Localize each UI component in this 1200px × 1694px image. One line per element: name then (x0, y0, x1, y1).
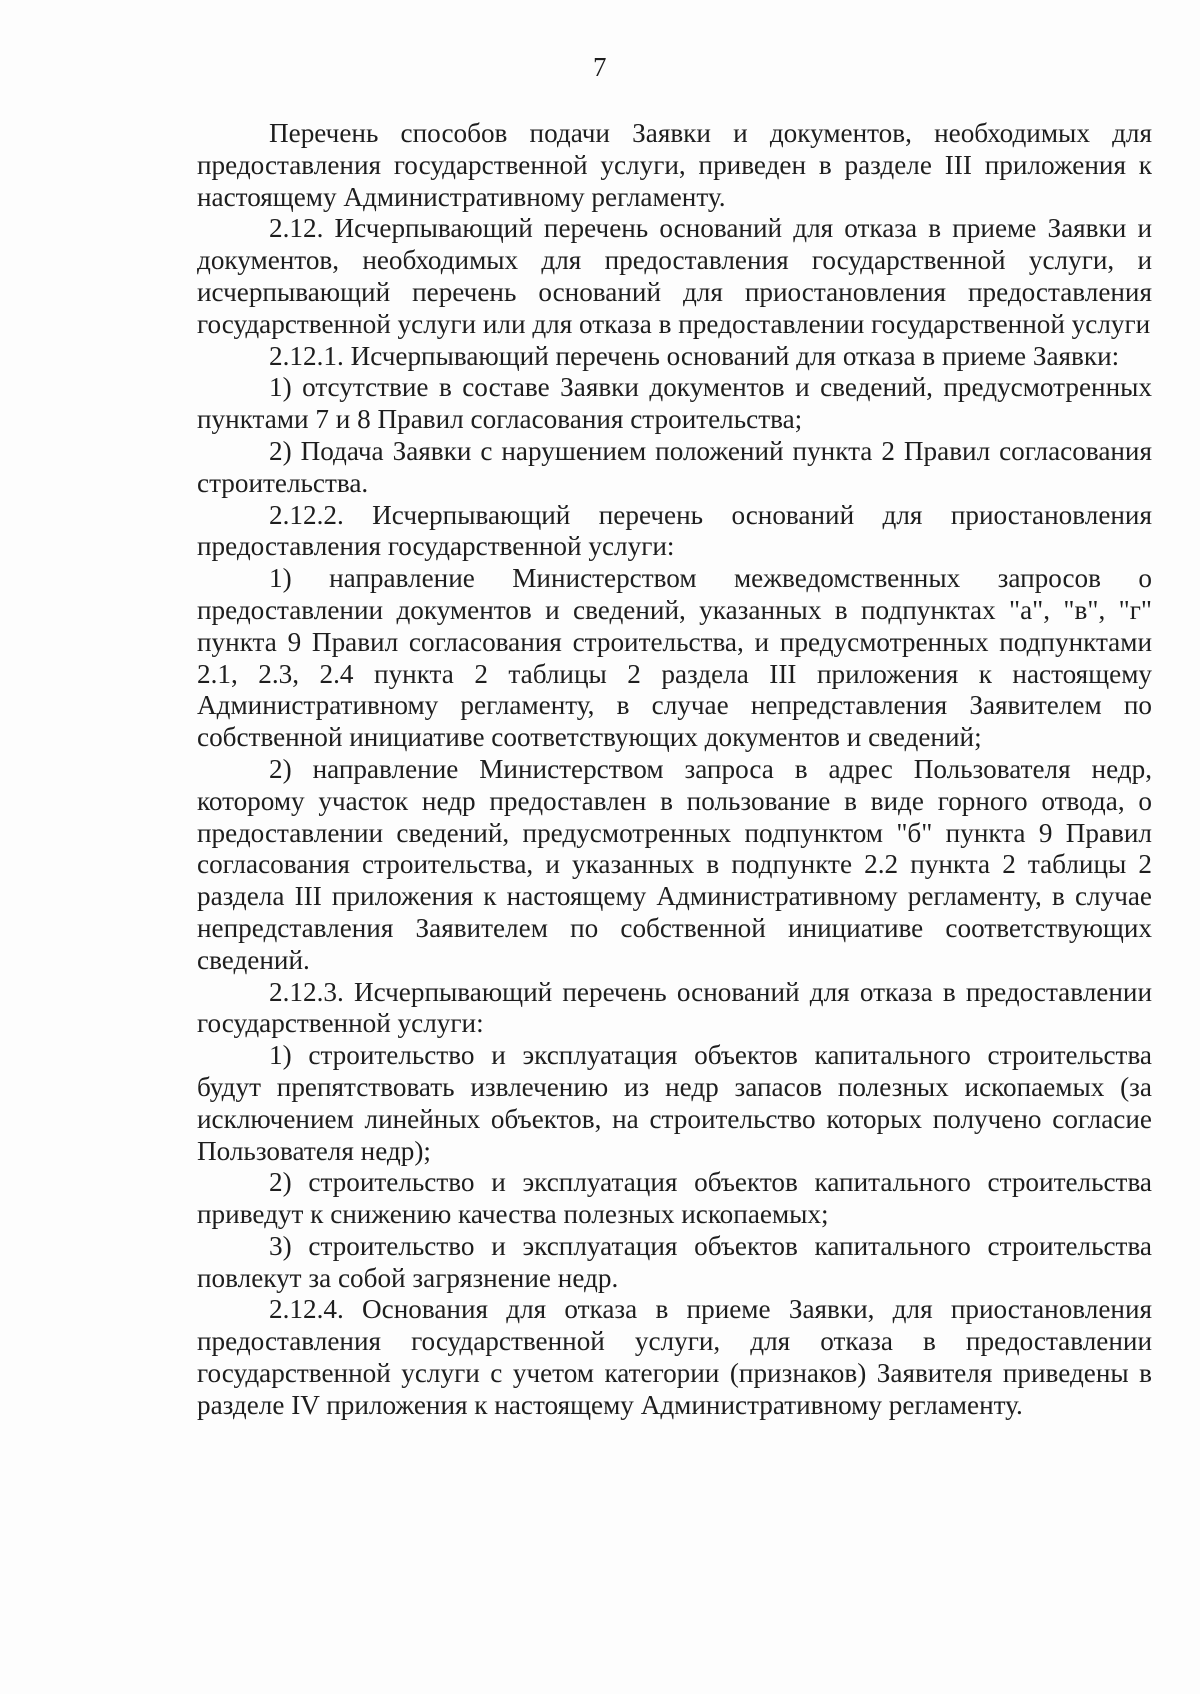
section-heading-2-12-2: 2.12.2. Исчерпывающий перечень оснований для приостановления предоставления государственной услуги: (197, 499, 1152, 562)
paragraph-submission-methods: Перечень способов подачи Заявки и документов, необходимых для предоставления государственной услуги, приведен в разделе III приложения к настоящему Административному регламенту. (197, 118, 1152, 212)
document-body (197, 118, 1152, 1422)
list-item-refusal-1: 1) отсутствие в составе Заявки документов и сведений, предусмотренных пунктами 7 и 8 Правил согласования строительства; (197, 372, 1152, 435)
section-heading-2-12-4: 2.12.4. Основания для отказа в приеме Заявки, для приостановления предоставления государственной услуги, для отказа в предоставлении государственной услуги с учетом категории (признаков) Заявителя приведены в разделе IV приложения к настоящему Административному регламенту. (197, 1294, 1152, 1420)
list-item-denial-3: 3) строительство и эксплуатация объектов капитального строительства повлекут за собой загрязнение недр. (197, 1230, 1152, 1293)
section-heading-2-12: 2.12. Исчерпывающий перечень оснований для отказа в приеме Заявки и документов, необходимых для предоставления государственной услуги, и исчерпывающий перечень оснований для приостановления предоставления государственной услуги или для отказа в предоставлении государственной услуги (197, 213, 1152, 339)
section-heading-2-12-1: 2.12.1. Исчерпывающий перечень оснований для отказа в приеме Заявки: (269, 340, 1120, 371)
page-number: 7 (593, 52, 607, 82)
list-item-suspension-2: 2) направление Министерством запроса в адрес Пользователя недр, которому участок недр предоставлен в пользование в виде горного отвода, о предоставлении сведений, предусмотренных подпунктом "б" пункта 9 Правил согласования строительства, и указанных в подпункте 2.2 пункта 2 таблицы 2 раздела III приложения к настоящему Административному регламенту, в случае непредставления Заявителем по собственной инициативе соответствующих сведений. (197, 753, 1152, 975)
list-item-denial-1: 1) строительство и эксплуатация объектов капитального строительства будут препятствовать извлечению из недр запасов полезных ископаемых (за исключением линейных объектов, на строительство которых получено согласие Пользователя недр); (197, 1040, 1152, 1166)
list-item-denial-2: 2) строительство и эксплуатация объектов капитального строительства приведут к снижению качества полезных ископаемых; (197, 1167, 1152, 1230)
list-item-suspension-1: 1) направление Министерством межведомственных запросов о предоставлении документов и сведений, указанных в подпунктах "а", "в", "г" пункта 9 Правил согласования строительства, и предусмотренных подпунктами 2.1, 2.3, 2.4 пункта 2 таблицы 2 раздела III приложения к настоящему Административному регламенту, в случае непредставления Заявителем по собственной инициативе соответствующих документов и сведений; (197, 563, 1152, 753)
section-heading-2-12-3: 2.12.3. Исчерпывающий перечень оснований для отказа в предоставлении государственной услуги: (197, 976, 1152, 1039)
list-item-refusal-2: 2) Подача Заявки с нарушением положений пункта 2 Правил согласования строительства. (197, 435, 1152, 498)
